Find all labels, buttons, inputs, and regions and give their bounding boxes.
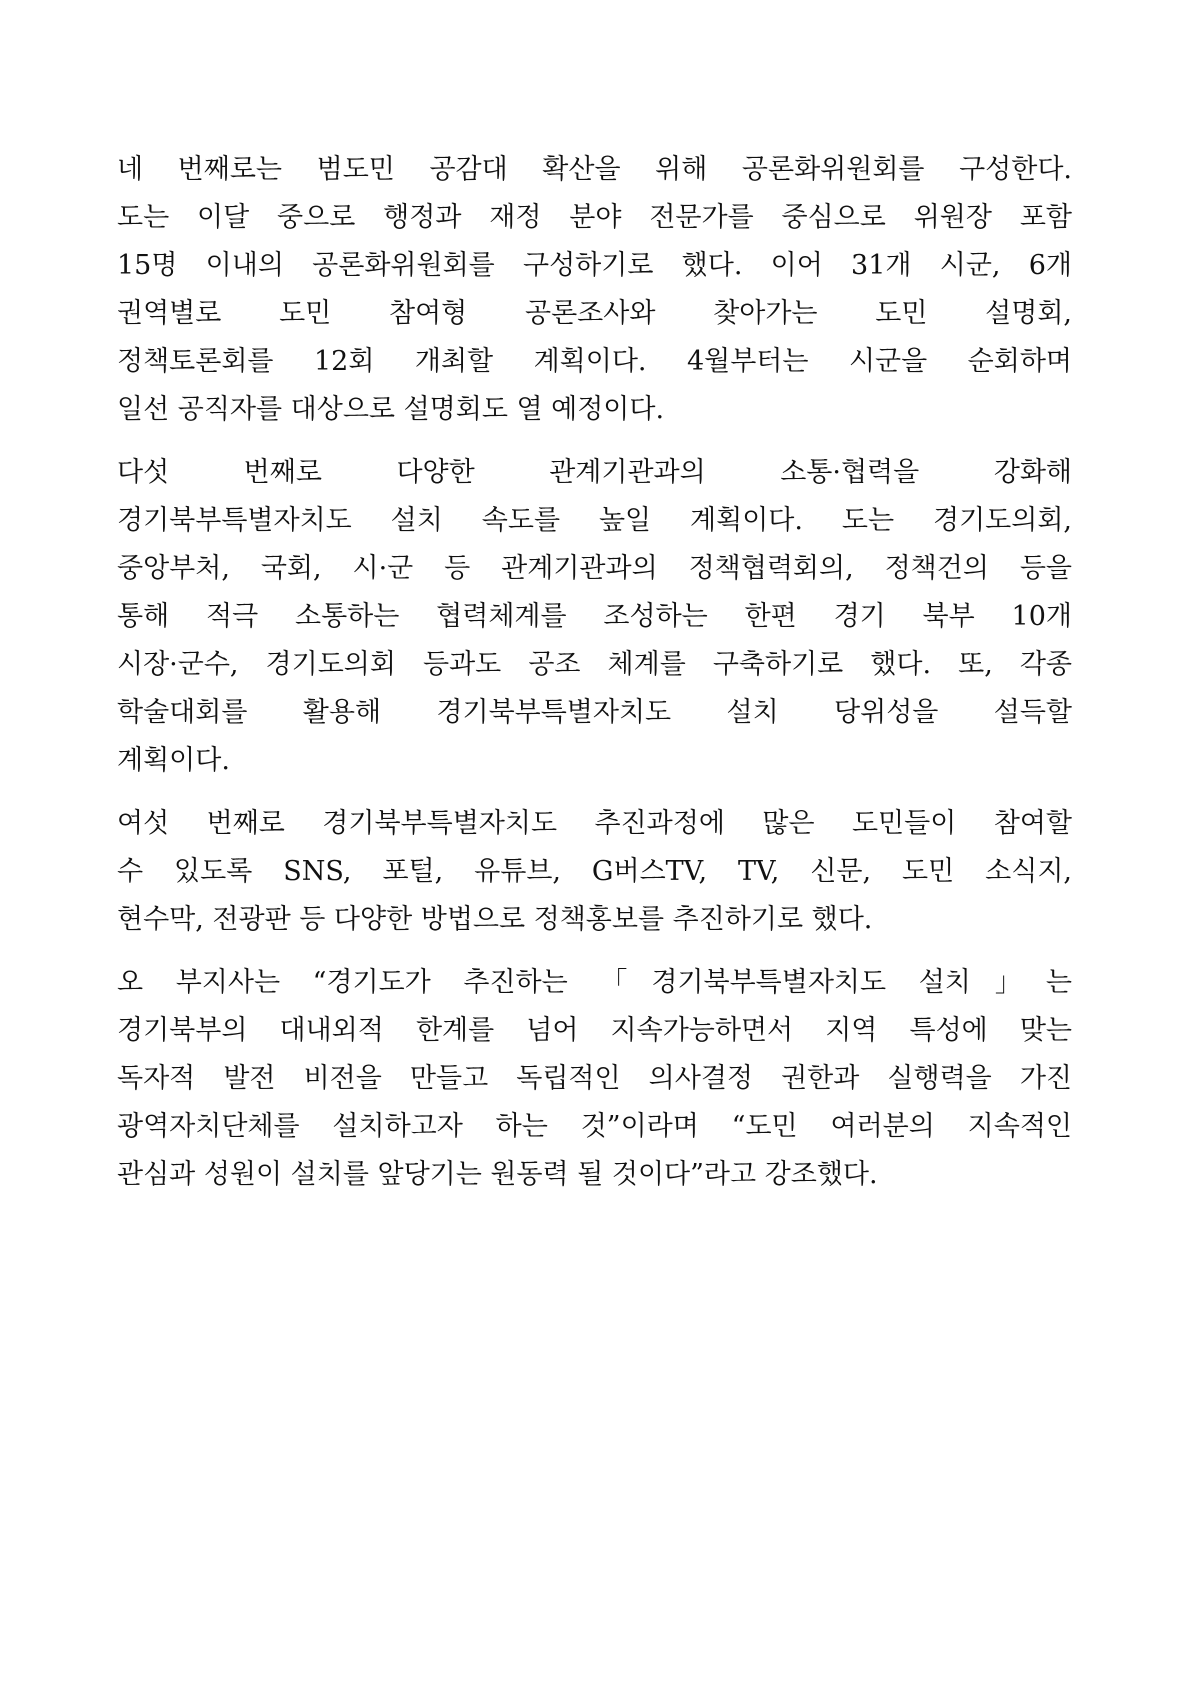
text-line: 중앙부처, 국회, 시·군 등 관계기관과의 정책협력회의, 정책건의 등을 [117,553,1072,584]
text-line: 여섯 번째로 경기북부특별자치도 추진과정에 많은 도민들이 참여할 [117,808,1072,839]
text-line: 계획이다. [117,745,230,776]
text-line: 다섯 번째로 다양한 관계기관과의 소통·협력을 강화해 [117,457,1072,488]
paragraph-quote [117,959,1072,1199]
document-body [117,146,1072,1214]
text-line: 일선 공직자를 대상으로 설명회도 열 예정이다. [117,394,665,425]
paragraph-cooperation [117,449,1072,785]
text-line: 독자적 발전 비전을 만들고 독립적인 의사결정 권한과 실행력을 가진 [117,1063,1072,1094]
paragraph-promotion [117,800,1072,944]
text-line: 경기북부의 대내외적 한계를 넘어 지속가능하면서 지역 특성에 맞는 [117,1015,1072,1046]
text-line: 정책토론회를 12회 개최할 계획이다. 4월부터는 시군을 순회하며 [117,346,1072,377]
text-line: 경기북부특별자치도 설치 속도를 높일 계획이다. 도는 경기도의회, [117,505,1072,536]
text-line: 시장·군수, 경기도의회 등과도 공조 체계를 구축하기로 했다. 또, 각종 [117,649,1072,680]
paragraph-committee [117,146,1072,434]
text-line: 광역자치단체를 설치하고자 하는 것”이라며 “도민 여러분의 지속적인 [117,1111,1072,1142]
text-line: 오 부지사는 “경기도가 추진하는 「경기북부특별자치도 설치」는 [117,967,1072,998]
text-line: 현수막, 전광판 등 다양한 방법으로 정책홍보를 추진하기로 했다. [117,904,873,935]
text-line: 통해 적극 소통하는 협력체계를 조성하는 한편 경기 북부 10개 [117,601,1072,632]
text-line: 권역별로 도민 참여형 공론조사와 찾아가는 도민 설명회, [117,298,1072,329]
text-line: 15명 이내의 공론화위원회를 구성하기로 했다. 이어 31개 시군, 6개 [117,250,1072,281]
text-line: 도는 이달 중으로 행정과 재정 분야 전문가를 중심으로 위원장 포함 [117,202,1072,233]
text-line: 수 있도록 SNS, 포털, 유튜브, G버스TV, TV, 신문, 도민 소식지, [117,856,1072,887]
text-line: 관심과 성원이 설치를 앞당기는 원동력 될 것이다”라고 강조했다. [117,1159,878,1190]
text-line: 네 번째로는 범도민 공감대 확산을 위해 공론화위원회를 구성한다. [117,154,1072,185]
text-line: 학술대회를 활용해 경기북부특별자치도 설치 당위성을 설득할 [117,697,1072,728]
